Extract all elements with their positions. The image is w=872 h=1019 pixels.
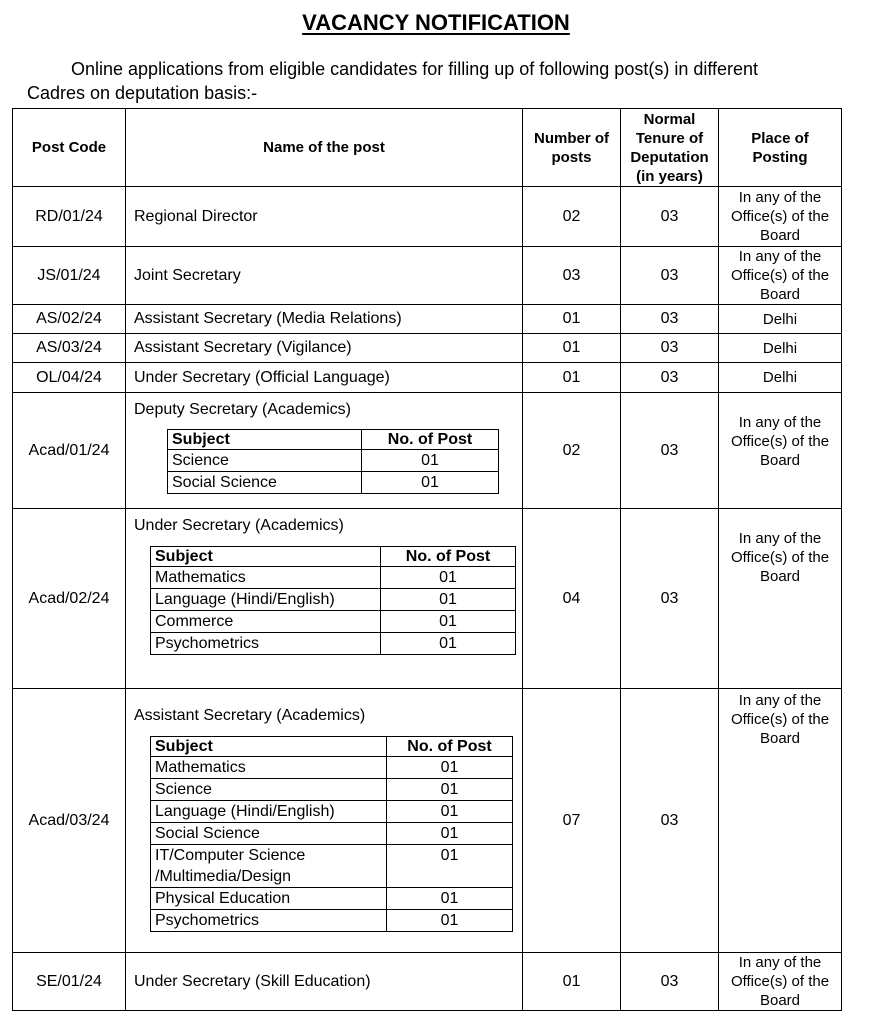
post-name: Assistant Secretary (Academics) [134,707,366,724]
table-row [13,953,842,1011]
place-of-posting-cell: Delhi [719,334,842,363]
subject-count: 01 [387,801,513,823]
intro-paragraph [27,57,857,105]
subject-header: Subject [151,547,381,567]
tenure-cell: 03 [621,334,719,363]
tenure-cell: 03 [621,953,719,1011]
subject-name: Language (Hindi/English) [151,801,387,823]
table-row [13,305,842,334]
subject-row [151,589,516,611]
post-code-cell: Acad/02/24 [13,509,126,689]
subject-row [151,801,513,823]
subject-name: Language (Hindi/English) [151,589,381,611]
subject-row [168,472,499,494]
count-header: No. of Post [381,547,516,567]
number-of-posts-cell: 03 [523,247,621,305]
number-of-posts-cell: 01 [523,363,621,393]
post-code-cell: JS/01/24 [13,247,126,305]
post-code-cell: SE/01/24 [13,953,126,1011]
post-code-cell: AS/02/24 [13,305,126,334]
post-name-cell: Assistant Secretary (Vigilance) [126,334,523,363]
subject-name: Social Science [151,823,387,845]
place-of-posting-cell: In any of the Office(s) of the Board [719,247,842,305]
place-of-posting-cell: In any of the Office(s) of the Board [719,509,842,689]
subject-row [151,757,513,779]
post-code-cell: AS/03/24 [13,334,126,363]
post-code-cell: OL/04/24 [13,363,126,393]
subject-count: 01 [387,757,513,779]
number-of-posts-cell: 01 [523,334,621,363]
number-of-posts-cell: 02 [523,393,621,509]
tenure-cell: 03 [621,187,719,247]
subject-header: Subject [168,430,362,450]
subject-count: 01 [381,633,516,655]
post-code-cell: RD/01/24 [13,187,126,247]
count-header: No. of Post [387,737,513,757]
subject-row [151,567,516,589]
place-of-posting-cell: Delhi [719,363,842,393]
vacancy-table [12,108,842,1011]
subject-name: Mathematics [151,757,387,779]
header-place: Place of Posting [719,109,842,187]
subject-row [168,450,499,472]
post-code-cell: Acad/03/24 [13,689,126,953]
number-of-posts-cell: 07 [523,689,621,953]
subject-count: 01 [381,589,516,611]
subject-row [151,633,516,655]
subject-count: 01 [381,611,516,633]
header-number: Number of posts [523,109,621,187]
place-of-posting-cell: Delhi [719,305,842,334]
post-name: Deputy Secretary (Academics) [134,401,351,418]
subject-header-row [168,430,499,450]
subject-row [151,845,513,888]
subject-row [151,888,513,910]
post-name-cell: Regional Director [126,187,523,247]
header-tenure: Normal Tenure of Deputation (in years) [621,109,719,187]
post-name: Under Secretary (Academics) [134,517,344,534]
place-of-posting-cell: In any of the Office(s) of the Board [719,689,842,953]
subject-name: Psychometrics [151,910,387,932]
post-code-cell: Acad/01/24 [13,393,126,509]
subject-name: Mathematics [151,567,381,589]
subject-table [150,736,513,932]
place-of-posting-cell: In any of the Office(s) of the Board [719,393,842,509]
subject-count: 01 [387,888,513,910]
number-of-posts-cell: 04 [523,509,621,689]
subject-name: Commerce [151,611,381,633]
subject-row [151,910,513,932]
post-name-cell [126,393,523,509]
tenure-cell: 03 [621,393,719,509]
intro-line-2: Cadres on deputation basis:- [27,83,258,103]
tenure-cell: 03 [621,509,719,689]
table-row [13,334,842,363]
header-row [13,109,842,187]
number-of-posts-cell: 02 [523,187,621,247]
subject-row [151,779,513,801]
table-row [13,363,842,393]
subject-row [151,611,516,633]
count-header: No. of Post [362,430,499,450]
post-name-cell [126,689,523,953]
subject-header-row [151,737,513,757]
tenure-cell: 03 [621,305,719,334]
subject-count: 01 [381,567,516,589]
tenure-cell: 03 [621,363,719,393]
number-of-posts-cell: 01 [523,953,621,1011]
post-name-cell [126,509,523,689]
subject-name: Science [168,450,362,472]
number-of-posts-cell: 01 [523,305,621,334]
subject-name: Social Science [168,472,362,494]
post-name-cell: Under Secretary (Skill Education) [126,953,523,1011]
header-name: Name of the post [126,109,523,187]
table-row [13,689,842,953]
post-name-cell: Under Secretary (Official Language) [126,363,523,393]
subject-count: 01 [362,472,499,494]
subject-count: 01 [362,450,499,472]
subject-header-row [151,547,516,567]
table-body [13,187,842,1011]
subject-name: IT/Computer Science /Multimedia/Design [151,845,387,888]
table-row [13,247,842,305]
table-row [13,393,842,509]
table-row [13,509,842,689]
table-row [13,187,842,247]
intro-line-1: Online applications from eligible candidates for filling up of following post(s) in different [71,59,759,79]
subject-count: 01 [387,823,513,845]
subject-count: 01 [387,779,513,801]
subject-name: Psychometrics [151,633,381,655]
title-text: VACANCY NOTIFICATION [302,10,570,35]
subject-table [150,546,516,655]
subject-name: Science [151,779,387,801]
notification-title [0,10,872,36]
post-name-cell: Assistant Secretary (Media Relations) [126,305,523,334]
subject-name: Physical Education [151,888,387,910]
place-of-posting-cell: In any of the Office(s) of the Board [719,953,842,1011]
subject-count: 01 [387,845,513,888]
header-post-code: Post Code [13,109,126,187]
subject-row [151,823,513,845]
subject-table [167,429,499,494]
tenure-cell: 03 [621,247,719,305]
subject-header: Subject [151,737,387,757]
tenure-cell: 03 [621,689,719,953]
place-of-posting-cell: In any of the Office(s) of the Board [719,187,842,247]
subject-count: 01 [387,910,513,932]
post-name-cell: Joint Secretary [126,247,523,305]
